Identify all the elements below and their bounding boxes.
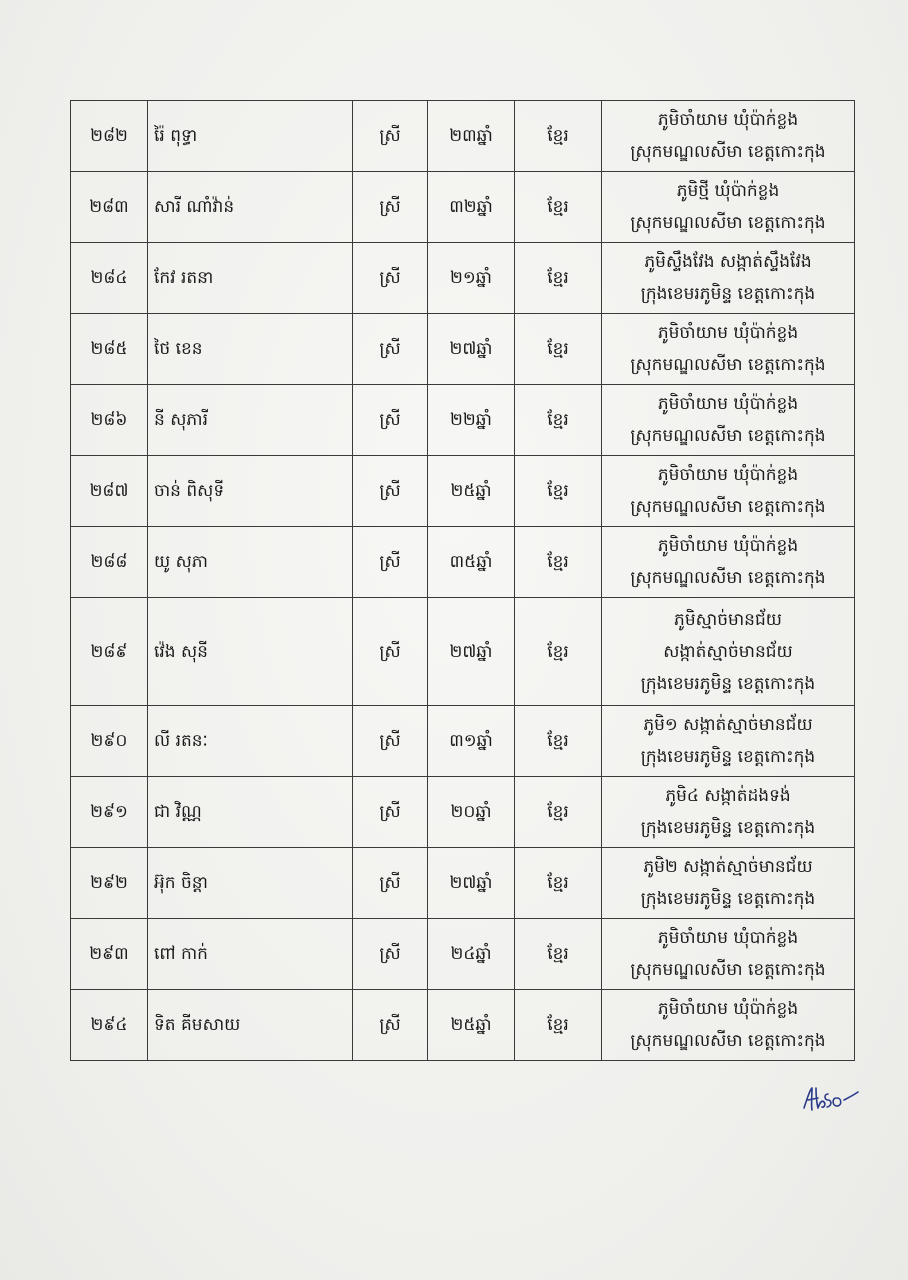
address-cell [602, 777, 855, 848]
address-cell [602, 456, 855, 527]
age-cell: ២៥ឆ្នាំ [428, 456, 515, 527]
sex-cell: ស្រី [353, 848, 428, 919]
age-cell: ២៧ឆ្នាំ [428, 848, 515, 919]
name-cell: វ៉េង សុនី [148, 598, 353, 706]
handwritten-signature [800, 1082, 862, 1116]
sex-cell: ស្រី [353, 919, 428, 990]
age-cell: ២៧ឆ្នាំ [428, 314, 515, 385]
address-cell [602, 172, 855, 243]
table-row [71, 919, 855, 990]
age-cell: ៣២ឆ្នាំ [428, 172, 515, 243]
sex-cell: ស្រី [353, 385, 428, 456]
address-line: ក្រុងខេមរភូមិន្ទ ខេត្តកោះកុង [640, 747, 816, 767]
table-row [71, 527, 855, 598]
ethnicity-cell: ខ្មែរ [515, 172, 602, 243]
row-number-cell: ២៨៧ [71, 456, 148, 527]
table-row [71, 456, 855, 527]
ethnicity-cell: ខ្មែរ [515, 243, 602, 314]
address-cell [602, 527, 855, 598]
address-line: ក្រុងខេមរភូមិន្ទ ខេត្តកោះកុង [640, 673, 816, 694]
ethnicity-cell: ខ្មែរ [515, 314, 602, 385]
row-number-cell: ២៨៤ [71, 243, 148, 314]
ethnicity-cell: ខ្មែរ [515, 527, 602, 598]
table-row [71, 598, 855, 706]
row-number-cell: ២៨៨ [71, 527, 148, 598]
sex-cell: ស្រី [353, 777, 428, 848]
address-line: ភូមិចាំយាម ឃុំប៉ាក់ខ្លង [657, 536, 799, 556]
age-cell: ៣១ឆ្នាំ [428, 706, 515, 777]
age-cell: ២១ឆ្នាំ [428, 243, 515, 314]
ethnicity-cell: ខ្មែរ [515, 101, 602, 172]
table-row [71, 314, 855, 385]
address-line: ភូមិស្ទឹងវែង សង្កាត់ស្ទឹងវែង [644, 252, 812, 272]
address-line: ក្រុងខេមរភូមិន្ទ ខេត្តកោះកុង [640, 284, 816, 304]
row-number-cell: ២៨៣ [71, 172, 148, 243]
address-cell [602, 314, 855, 385]
age-cell: ២៣ឆ្នាំ [428, 101, 515, 172]
table-row [71, 848, 855, 919]
row-number-cell: ២៨៦ [71, 385, 148, 456]
address-line: ភូមិចាំយាម ឃុំប៉ាក់ខ្លង [657, 323, 799, 343]
age-cell: ២៧ឆ្នាំ [428, 598, 515, 706]
address-line: ភូមិចាំយាម ឃុំប៉ាក់ខ្លង [657, 999, 799, 1019]
address-cell [602, 919, 855, 990]
address-line: ភូមិស្មាច់មានជ័យ [674, 609, 782, 630]
sex-cell: ស្រី [353, 990, 428, 1061]
sex-cell: ស្រី [353, 172, 428, 243]
row-number-cell: ២៩៣ [71, 919, 148, 990]
name-cell: ជា វិណ្ណ [148, 777, 353, 848]
table-row [71, 990, 855, 1061]
name-cell: លី រតនៈ [148, 706, 353, 777]
address-line: ភូមិចាំយាម ឃុំប៉ាក់ខ្លង [657, 394, 799, 414]
age-cell: ៣៥ឆ្នាំ [428, 527, 515, 598]
sex-cell: ស្រី [353, 706, 428, 777]
age-cell: ២០ឆ្នាំ [428, 777, 515, 848]
table-row [71, 385, 855, 456]
table-row [71, 101, 855, 172]
row-number-cell: ២៩០ [71, 706, 148, 777]
address-line: ភូមិ១ សង្កាត់ស្មាច់មានជ័យ [643, 715, 813, 735]
ethnicity-cell: ខ្មែរ [515, 598, 602, 706]
row-number-cell: ២៩១ [71, 777, 148, 848]
sex-cell: ស្រី [353, 243, 428, 314]
address-cell [602, 990, 855, 1061]
name-cell: ពៅ កាក់ [148, 919, 353, 990]
address-line: ក្រុងខេមរភូមិន្ទ ខេត្តកោះកុង [640, 889, 816, 909]
address-line: ភូមិចាំយាម ឃុំប៉ាក់ខ្លង [657, 110, 799, 130]
name-cell: យូ សុភា [148, 527, 353, 598]
address-line: ភូមិចាំយាម ឃុំប៉ាក់ខ្លង [657, 465, 799, 485]
row-number-cell: ២៩២ [71, 848, 148, 919]
address-line: ស្រុកមណ្ឌលសីមា ខេត្តកោះកុង [630, 142, 826, 162]
sex-cell: ស្រី [353, 598, 428, 706]
name-cell: ទិត គីមសាយ [148, 990, 353, 1061]
sex-cell: ស្រី [353, 101, 428, 172]
address-line: ភូមិចាំយាម ឃុំបាក់ខ្លង [657, 928, 799, 948]
address-line: ស្រុកមណ្ឌលសីមា ខេត្តកោះកុង [630, 568, 826, 588]
table-row [71, 243, 855, 314]
address-line: ស្រុកមណ្ឌលសីមា ខេត្តកោះកុង [630, 426, 826, 446]
name-cell: រ៉ៃ ពុទ្ធា [148, 101, 353, 172]
address-cell [602, 243, 855, 314]
address-line: ក្រុងខេមរភូមិន្ទ ខេត្តកោះកុង [640, 818, 816, 838]
row-number-cell: ២៨៥ [71, 314, 148, 385]
address-line: ភូមិ៤ សង្កាត់ដងទង់ [665, 786, 791, 806]
name-cell: ថៃ ខេន [148, 314, 353, 385]
row-number-cell: ២៨២ [71, 101, 148, 172]
ethnicity-cell: ខ្មែរ [515, 706, 602, 777]
ethnicity-cell: ខ្មែរ [515, 848, 602, 919]
ethnicity-cell: ខ្មែរ [515, 385, 602, 456]
age-cell: ២២ឆ្នាំ [428, 385, 515, 456]
address-line: សង្កាត់ស្មាច់មានជ័យ [663, 641, 793, 662]
name-cell: ចាន់ ពិសុទី [148, 456, 353, 527]
age-cell: ២៤ឆ្នាំ [428, 919, 515, 990]
name-cell: នី សុភារី [148, 385, 353, 456]
row-number-cell: ២៨៩ [71, 598, 148, 706]
ethnicity-cell: ខ្មែរ [515, 456, 602, 527]
address-line: ស្រុកមណ្ឌលសីមា ខេត្តកោះកុង [630, 1031, 826, 1051]
name-cell: កែវ រតនា [148, 243, 353, 314]
ethnicity-cell: ខ្មែរ [515, 919, 602, 990]
address-cell [602, 706, 855, 777]
table-row [71, 706, 855, 777]
row-number-cell: ២៩៤ [71, 990, 148, 1061]
table-row [71, 172, 855, 243]
age-cell: ២៥ឆ្នាំ [428, 990, 515, 1061]
sex-cell: ស្រី [353, 456, 428, 527]
sex-cell: ស្រី [353, 527, 428, 598]
table-row [71, 777, 855, 848]
address-cell [602, 385, 855, 456]
address-cell [602, 101, 855, 172]
address-line: ស្រុកមណ្ឌលសីមា ខេត្តកោះកុង [630, 355, 826, 375]
address-line: ភូមិថ្មី ឃុំប៉ាក់ខ្លង [676, 181, 780, 201]
name-cell: សារី ណាំវ៉ាន់ [148, 172, 353, 243]
address-line: ស្រុកមណ្ឌលសីមា ខេត្តកោះកុង [630, 213, 826, 233]
address-line: ភូមិ២ សង្កាត់ស្មាច់មានជ័យ [643, 857, 813, 877]
name-cell: អ៊ុក ចិន្តា [148, 848, 353, 919]
ethnicity-cell: ខ្មែរ [515, 777, 602, 848]
address-line: ស្រុកមណ្ឌលសីមា ខេត្តកោះកុង [630, 960, 826, 980]
ethnicity-cell: ខ្មែរ [515, 990, 602, 1061]
roster-table [70, 100, 855, 1061]
sex-cell: ស្រី [353, 314, 428, 385]
address-cell [602, 598, 855, 706]
address-cell [602, 848, 855, 919]
address-line: ស្រុកមណ្ឌលសីមា ខេត្តកោះកុង [630, 497, 826, 517]
roster-body [71, 101, 855, 1061]
